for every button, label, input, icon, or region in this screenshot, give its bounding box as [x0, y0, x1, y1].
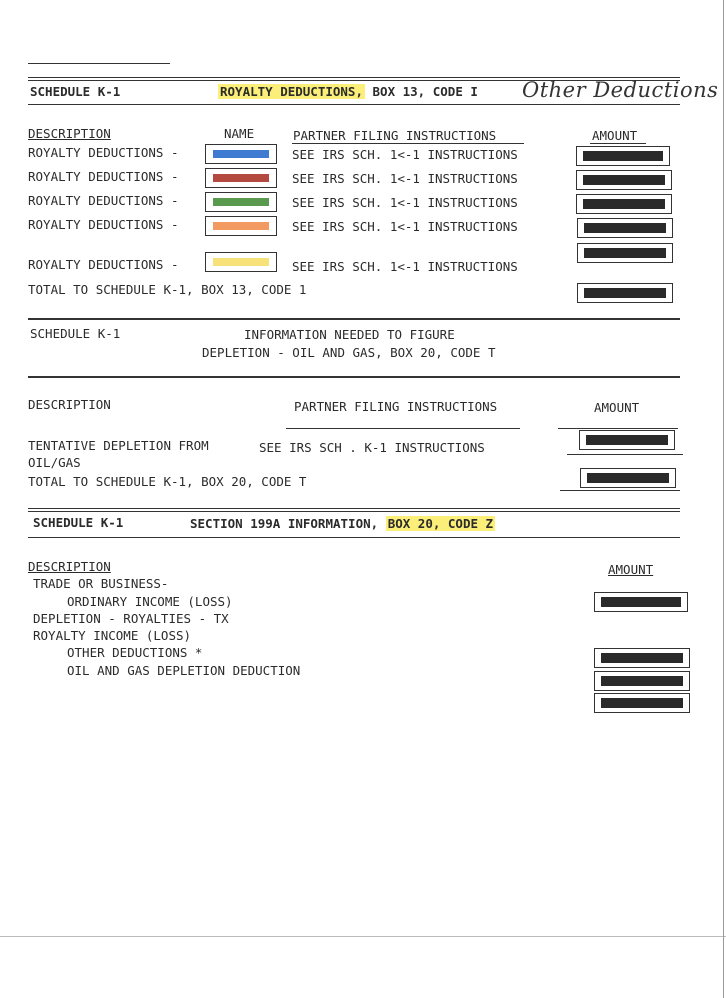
s199a-line-other-deductions: OTHER DEDUCTIONS * [67, 645, 203, 660]
section3-top-rule-2 [28, 511, 680, 512]
section1-total-amount [577, 283, 673, 303]
royalty-row-5-amount [577, 243, 673, 263]
section1-highlight: ROYALTY DEDUCTIONS, [220, 84, 363, 99]
s199a-line-ordinary-income: ORDINARY INCOME (LOSS) [67, 594, 233, 609]
redaction [601, 698, 683, 708]
section2-header-instructions: PARTNER FILING INSTRUCTIONS [294, 399, 498, 414]
section3-header-description: DESCRIPTION [28, 559, 111, 574]
redaction [587, 473, 669, 483]
s199a-ordinary-income-amount [594, 592, 688, 612]
section2-header-amount: AMOUNT [594, 400, 640, 415]
depletion-row-label: TENTATIVE DEPLETION FROM [28, 438, 209, 453]
redaction [601, 676, 683, 686]
royalty-row-5-label: ROYALTY DEDUCTIONS - [28, 257, 179, 272]
redaction [584, 288, 666, 298]
section3-heading [190, 516, 495, 531]
s199a-amount-3 [594, 693, 690, 713]
s199a-line-oil-gas-depletion: OIL AND GAS DEPLETION DEDUCTION [67, 663, 301, 678]
royalty-row-3-instruction: SEE IRS SCH. 1<-1 INSTRUCTIONS [292, 195, 518, 210]
royalty-row-1-instruction: SEE IRS SCH. 1<-1 INSTRUCTIONS [292, 147, 518, 162]
section3-highlight: BOX 20, CODE Z [387, 516, 494, 531]
royalty-row-4-instruction: SEE IRS SCH. 1<-1 INSTRUCTIONS [292, 219, 518, 234]
section1-header-amount: AMOUNT [592, 128, 638, 143]
s199a-line-royalty-income: ROYALTY INCOME (LOSS) [33, 628, 192, 643]
handwritten-note: Other Deductions [522, 78, 719, 102]
swatch-blue [213, 150, 269, 158]
royalty-row-5-instruction: SEE IRS SCH. 1<-1 INSTRUCTIONS [292, 259, 518, 274]
section3-top-rule [28, 508, 680, 509]
royalty-row-4-amount [577, 218, 673, 238]
royalty-row-1-label: ROYALTY DEDUCTIONS - [28, 145, 179, 160]
section2-header-rule [28, 376, 680, 378]
royalty-row-1-amount [576, 146, 670, 166]
section2-total-amount [580, 468, 676, 488]
depletion-row-label-2: OIL/GAS [28, 455, 81, 470]
section1-amount-underline [590, 143, 646, 144]
royalty-row-4-swatch [205, 216, 277, 236]
section1-header-name: NAME [224, 126, 255, 141]
redaction [586, 435, 668, 445]
royalty-row-4-label: ROYALTY DEDUCTIONS - [28, 217, 179, 232]
section1-header-rule [28, 104, 680, 105]
royalty-row-2-swatch [205, 168, 277, 188]
section3-title: SCHEDULE K-1 [33, 515, 124, 530]
section2-total-rule [560, 490, 680, 491]
section3-header-rule [28, 537, 680, 538]
redaction [583, 175, 665, 185]
section2-header-description: DESCRIPTION [28, 397, 111, 412]
section2-instructions-underline [286, 428, 520, 429]
swatch-red [213, 174, 269, 182]
section1-header-instructions: PARTNER FILING INSTRUCTIONS [293, 128, 497, 143]
redaction [584, 248, 666, 258]
swatch-green [213, 198, 269, 206]
royalty-row-2-amount [576, 170, 672, 190]
royalty-row-5-swatch [205, 252, 277, 272]
s199a-amount-2 [594, 671, 690, 691]
redaction [601, 653, 683, 663]
section1-total-label: TOTAL TO SCHEDULE K-1, BOX 13, CODE 1 [28, 282, 307, 297]
scan-bottom-edge [0, 936, 726, 937]
section2-line2: DEPLETION - OIL AND GAS, BOX 20, CODE T [202, 345, 496, 360]
section1-header-underline [292, 143, 524, 144]
royalty-row-3-amount [576, 194, 672, 214]
depletion-row-amount [579, 430, 675, 450]
depletion-row-instruction: SEE IRS SCH . K-1 INSTRUCTIONS [259, 440, 485, 455]
royalty-row-2-instruction: SEE IRS SCH. 1<-1 INSTRUCTIONS [292, 171, 518, 186]
royalty-row-3-label: ROYALTY DEDUCTIONS - [28, 193, 179, 208]
swatch-orange [213, 222, 269, 230]
redaction [583, 199, 665, 209]
section1-header-description: DESCRIPTION [28, 126, 111, 141]
section2-amount-rule [558, 428, 678, 429]
section3-heading-pre: SECTION 199A INFORMATION, [190, 516, 379, 531]
depletion-row-rule [567, 454, 683, 455]
redaction [583, 151, 663, 161]
scan-right-edge [723, 0, 724, 998]
section3-header-amount: AMOUNT [608, 562, 654, 577]
swatch-yellow [213, 258, 269, 266]
royalty-row-2-label: ROYALTY DEDUCTIONS - [28, 169, 179, 184]
section2-title: SCHEDULE K-1 [30, 326, 121, 341]
royalty-row-1-swatch [205, 144, 277, 164]
s199a-line-trade: TRADE OR BUSINESS- [33, 576, 169, 591]
section1-heading-rest: BOX 13, CODE I [372, 84, 478, 99]
section1-heading [218, 84, 478, 99]
section2-line1: INFORMATION NEEDED TO FIGURE [244, 327, 455, 342]
redaction [601, 597, 681, 607]
section2-top-rule [28, 318, 680, 320]
royalty-row-3-swatch [205, 192, 277, 212]
top-short-rule [28, 63, 170, 64]
section2-total-label: TOTAL TO SCHEDULE K-1, BOX 20, CODE T [28, 474, 307, 489]
redaction [584, 223, 666, 233]
section1-title: SCHEDULE K-1 [30, 84, 121, 99]
s199a-line-depletion-royalties: DEPLETION - ROYALTIES - TX [33, 611, 229, 626]
s199a-amount-1 [594, 648, 690, 668]
